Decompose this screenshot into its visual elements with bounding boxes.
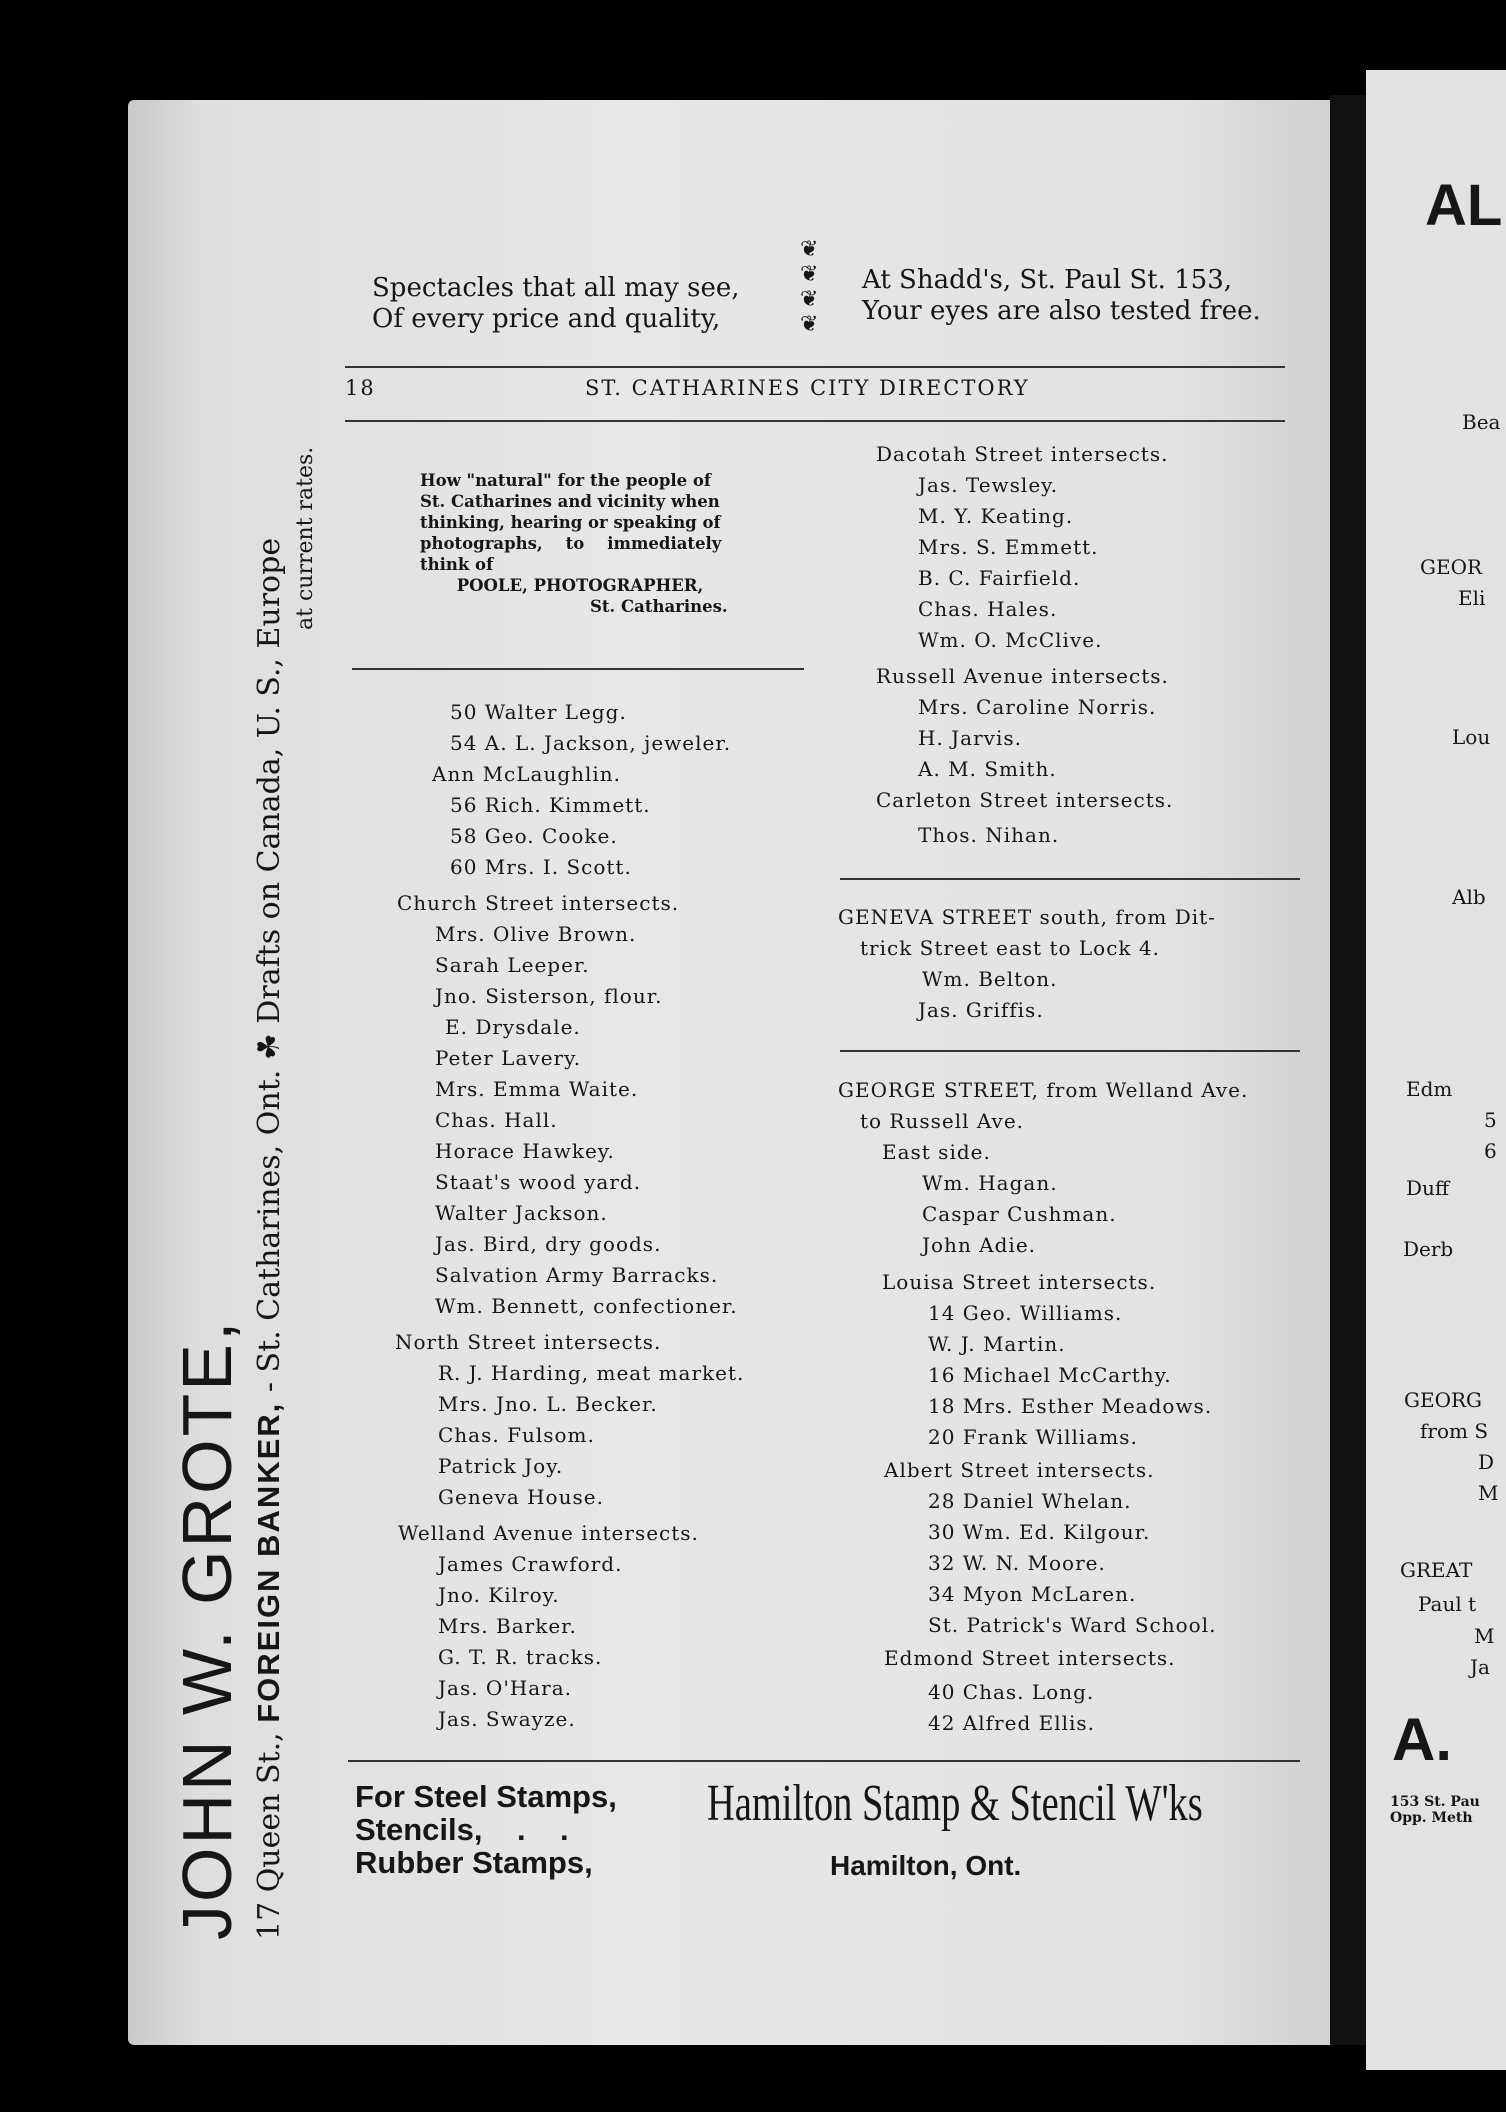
list-item: Jas. Tewsley. (918, 473, 1059, 497)
steel-stamps-line: For Steel Stamps, (355, 1779, 617, 1814)
list-item: Caspar Cushman. (922, 1202, 1117, 1226)
list-item: Wm. Hagan. (922, 1171, 1058, 1195)
next-page-fragment: Bea (1462, 410, 1501, 434)
list-item: Jno. Kilroy. (438, 1583, 560, 1607)
page-title: ST. CATHARINES CITY DIRECTORY (585, 376, 1030, 400)
page-number: 18 (345, 376, 376, 400)
next-page-fragment: 153 St. Pau (1390, 1794, 1480, 1810)
banker-city: - St. Catharines, Ont. (252, 1069, 287, 1393)
spectacles-advertisement (372, 237, 1302, 355)
list-item: A. M. Smith. (918, 757, 1057, 781)
stencils-line: Stencils, . . (355, 1812, 569, 1847)
list-item: Horace Hawkey. (435, 1139, 615, 1163)
next-page-fragment: GEORG (1404, 1388, 1483, 1412)
section-heading: East side. (882, 1140, 991, 1164)
banker-address: 17 Queen St., (252, 1732, 287, 1940)
next-page-fragment: Alb (1452, 885, 1486, 909)
next-page-fragment: 5 (1484, 1108, 1497, 1132)
next-page-fragment: from S (1420, 1419, 1489, 1443)
list-item: R. J. Harding, meat market. (438, 1361, 745, 1385)
list-item: Jas. Swayze. (438, 1707, 576, 1731)
rubber-stamps-line: Rubber Stamps, (355, 1845, 593, 1880)
list-item: Jno. Sisterson, flour. (435, 984, 663, 1008)
next-page-fragment: D (1478, 1450, 1495, 1474)
geneva-heading-cont: trick Street east to Lock 4. (860, 936, 1160, 960)
list-item: Mrs. S. Emmett. (918, 535, 1099, 559)
banker-business: FOREIGN BANKER, (251, 1401, 286, 1723)
list-item: Mrs. Caroline Norris. (918, 695, 1157, 719)
list-item: 30 Wm. Ed. Kilgour. (928, 1520, 1151, 1544)
banker-name: JOHN W. GROTE, (168, 1318, 246, 1940)
section-heading: Edmond Street intersects. (884, 1646, 1176, 1670)
spectacles-line1: Spectacles that all may see, (372, 273, 740, 303)
list-item: John Adie. (922, 1233, 1037, 1257)
list-item: G. T. R. tracks. (438, 1645, 603, 1669)
next-page-fragment: Derb (1403, 1237, 1454, 1261)
list-item: Peter Lavery. (435, 1046, 582, 1070)
poole-line2: St. Catharines and vicinity when (420, 492, 720, 511)
banker-drafts: Drafts on Canada, U. S., Europe (252, 537, 287, 1024)
stamp-ad-left (355, 1780, 617, 1879)
list-item: E. Drysdale. (445, 1015, 581, 1039)
list-item: Wm. Bennett, confectioner. (435, 1294, 738, 1318)
next-page-fragment: AL (1425, 173, 1503, 238)
list-item: 50 Walter Legg. (450, 700, 627, 724)
footer-rule (348, 1760, 1300, 1762)
next-page-fragment: Duff (1406, 1176, 1450, 1200)
list-item: Salvation Army Barracks. (435, 1263, 719, 1287)
poole-line1: How "natural" for the people of (420, 471, 712, 490)
list-item: James Crawford. (438, 1552, 623, 1576)
next-page-fragment: A. (1392, 1706, 1452, 1773)
next-page-fragment: Eli (1458, 586, 1486, 610)
poole-advertisement (420, 470, 740, 617)
george-heading-cont: to Russell Ave. (860, 1109, 1025, 1133)
section-heading: Church Street intersects. (397, 891, 680, 915)
stamp-advertisement (355, 1775, 1335, 1900)
list-item: Chas. Fulsom. (438, 1423, 595, 1447)
list-item: 34 Myon McLaren. (928, 1582, 1137, 1606)
list-item: Sarah Leeper. (435, 953, 590, 977)
next-page-fragment: GREAT (1400, 1558, 1473, 1582)
list-item: B. C. Fairfield. (918, 566, 1081, 590)
list-item: 20 Frank Williams. (928, 1425, 1138, 1449)
list-item: Geneva House. (438, 1485, 604, 1509)
list-item: 56 Rich. Kimmett. (450, 793, 651, 817)
list-item: Thos. Nihan. (918, 823, 1060, 847)
list-item: Patrick Joy. (438, 1454, 564, 1478)
shadd-line1: At Shadd's, St. Paul St. 153, (862, 265, 1233, 295)
next-page-fragment: GEOR (1420, 555, 1483, 579)
poole-line4: photographs, to immediately (420, 534, 722, 553)
poole-city: St. Catharines. (590, 597, 728, 616)
poole-signature: POOLE, PHOTOGRAPHER, (456, 576, 704, 595)
next-page-fragment: M (1478, 1481, 1499, 1505)
list-item: 16 Michael McCarthy. (928, 1363, 1172, 1387)
geneva-rule (840, 878, 1300, 880)
list-item: Staat's wood yard. (435, 1170, 642, 1194)
section-heading: Albert Street intersects. (884, 1458, 1155, 1482)
spectacles-ad-right (862, 265, 1261, 327)
list-item: Mrs. Emma Waite. (435, 1077, 639, 1101)
header-top-rule (345, 366, 1285, 368)
section-heading: Dacotah Street intersects. (876, 442, 1169, 466)
poole-line3: thinking, hearing or speaking of (420, 513, 721, 532)
list-item: St. Patrick's Ward School. (928, 1613, 1217, 1637)
poole-line5: think of (420, 555, 494, 574)
banker-rates: at current rates. (293, 446, 318, 630)
leaf-ornament-icon: ❦ ❦ ❦ ❦ (800, 237, 819, 337)
section-heading: North Street intersects. (395, 1330, 662, 1354)
stamp-company-city: Hamilton, Ont. (830, 1850, 1022, 1881)
next-page-fragment: M (1474, 1624, 1495, 1648)
spectacles-ad-left (372, 273, 740, 335)
list-item: W. J. Martin. (928, 1332, 1066, 1356)
section-heading: Russell Avenue intersects. (876, 664, 1169, 688)
list-item: 58 Geo. Cooke. (450, 824, 618, 848)
section-heading: Welland Avenue intersects. (398, 1521, 699, 1545)
stamp-company-name: Hamilton Stamp & Stencil W'ks (707, 1775, 1203, 1832)
list-item: Jas. Bird, dry goods. (435, 1232, 662, 1256)
list-item: Chas. Hall. (435, 1108, 558, 1132)
list-item: 40 Chas. Long. (928, 1680, 1095, 1704)
side-advertisement (140, 150, 370, 1950)
banker-details (252, 160, 287, 1940)
george-rule (840, 1050, 1300, 1052)
list-item: Jas. O'Hara. (438, 1676, 573, 1700)
spectacles-line2: Of every price and quality, (372, 304, 721, 334)
geneva-heading: GENEVA STREET south, from Dit- (838, 905, 1216, 929)
list-item: Mrs. Jno. L. Becker. (438, 1392, 658, 1416)
list-item: 14 Geo. Williams. (928, 1301, 1123, 1325)
list-item: Wm. Belton. (922, 967, 1058, 991)
list-item: Chas. Hales. (918, 597, 1058, 621)
section-heading: Carleton Street intersects. (876, 788, 1174, 812)
list-item: Wm. O. McClive. (918, 628, 1103, 652)
list-item: 18 Mrs. Esther Meadows. (928, 1394, 1213, 1418)
header-bottom-rule (345, 420, 1285, 422)
list-item: Jas. Griffis. (918, 998, 1044, 1022)
book-spine (1330, 95, 1366, 2045)
shadd-line2: Your eyes are also tested free. (862, 296, 1261, 326)
next-page-fragment: Paul t (1418, 1592, 1477, 1616)
george-heading: GEORGE STREET, from Welland Ave. (838, 1078, 1249, 1102)
next-page-fragment: Opp. Meth (1390, 1810, 1473, 1826)
list-item: Mrs. Barker. (438, 1614, 577, 1638)
next-page-fragment: Ja (1470, 1655, 1490, 1679)
list-item: Ann McLaughlin. (432, 762, 622, 786)
list-item: H. Jarvis. (918, 726, 1022, 750)
list-item: 42 Alfred Ellis. (928, 1711, 1096, 1735)
list-item: M. Y. Keating. (918, 504, 1074, 528)
list-item: Walter Jackson. (435, 1201, 608, 1225)
section-heading: Louisa Street intersects. (882, 1270, 1157, 1294)
next-page-fragment: Edm (1406, 1077, 1453, 1101)
list-item: 28 Daniel Whelan. (928, 1489, 1132, 1513)
poole-rule (352, 668, 804, 670)
next-page-fragment: 6 (1484, 1139, 1497, 1163)
list-item: 60 Mrs. I. Scott. (450, 855, 632, 879)
list-item: 54 A. L. Jackson, jeweler. (450, 731, 732, 755)
next-page-fragment: Lou (1452, 725, 1491, 749)
clover-ornament-icon: ☘ (252, 1033, 287, 1061)
list-item: Mrs. Olive Brown. (435, 922, 637, 946)
list-item: 32 W. N. Moore. (928, 1551, 1106, 1575)
